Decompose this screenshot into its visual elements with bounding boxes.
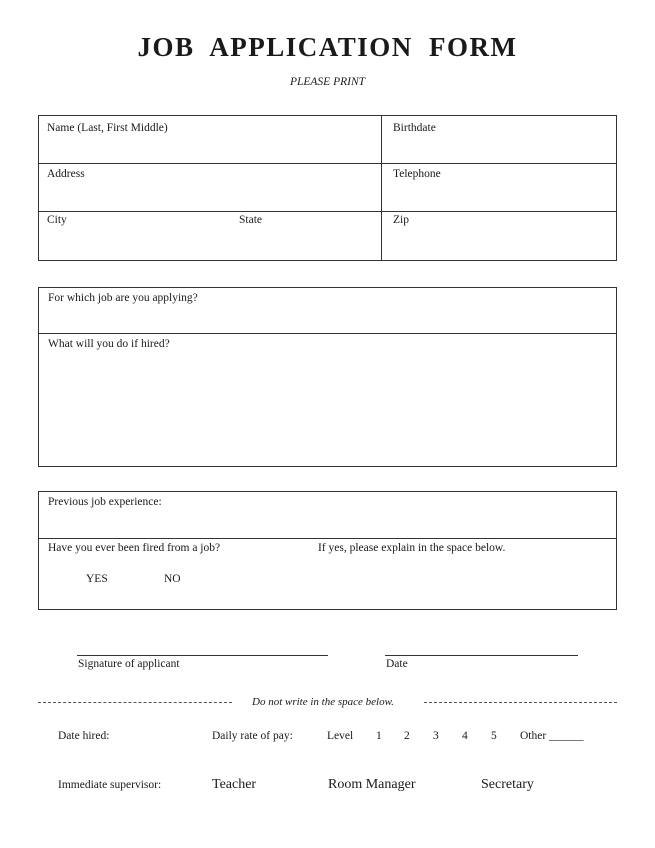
office-notice: Do not write in the space below. [252,696,394,708]
fired-question-label: Have you ever been fired from a job? [48,542,221,554]
signature-line[interactable] [77,655,328,656]
zip-field[interactable] [382,212,616,260]
daily-rate-label: Daily rate of pay: [212,730,293,742]
date-hired-label: Date hired: [58,730,110,742]
form-subtitle: PLEASE PRINT [289,76,366,88]
job-applying-label: For which job are you applying? [48,292,198,304]
level-option[interactable]: 1 [376,730,382,742]
date-line[interactable] [385,655,578,656]
supervisor-option-secretary[interactable]: Secretary [481,777,534,792]
level-option[interactable]: 3 [433,730,439,742]
do-if-hired-field[interactable] [39,334,616,466]
telephone-label: Telephone [393,168,441,180]
level-label: Level [327,730,354,742]
city-field[interactable] [39,212,229,260]
signature-label: Signature of applicant [78,658,180,670]
supervisor-label: Immediate supervisor: [58,779,162,791]
level-option[interactable]: 4 [462,730,468,742]
level-option[interactable]: 5 [491,730,497,742]
zip-label: Zip [393,214,409,226]
date-label: Date [386,658,408,670]
office-divider-right [424,702,617,703]
form-title: JOB APPLICATION FORM [137,32,518,62]
address-label: Address [47,168,85,180]
explain-field[interactable] [310,560,615,608]
supervisor-option-teacher[interactable]: Teacher [212,777,257,792]
divider [38,538,617,539]
level-option[interactable]: 2 [404,730,410,742]
explain-label: If yes, please explain in the space below. [318,542,506,554]
other-rate-field[interactable]: Other ______ [520,730,584,742]
state-label: State [239,214,262,226]
office-divider-left [38,702,232,703]
city-label: City [47,214,67,226]
yes-option[interactable]: YES [86,573,108,585]
name-label: Name (Last, First Middle) [47,122,168,134]
supervisor-option-room-manager[interactable]: Room Manager [328,777,416,792]
address-field[interactable] [39,164,381,211]
birthdate-label: Birthdate [393,122,436,134]
no-option[interactable]: NO [164,573,181,585]
previous-experience-label: Previous job experience: [48,496,162,508]
do-if-hired-label: What will you do if hired? [48,338,170,350]
